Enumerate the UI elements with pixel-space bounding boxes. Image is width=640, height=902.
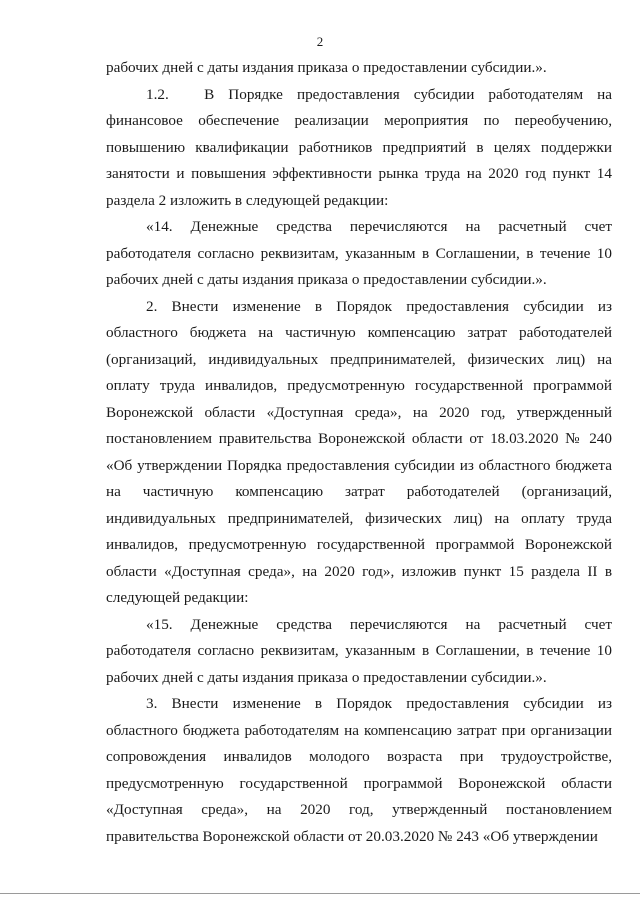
paragraph-1-2-text: В Порядке предоставления субсидии работодателям на финансовое обеспечение реализации мероприятия по переобучению, повышению квалификации работников предприятий в целях поддержки занятости и повышения эффективности рынка труда на 2020 год пункт 14 раздела 2 изложить в следующей редакции:	[106, 85, 612, 209]
paragraph-1-2	[106, 82, 612, 215]
page-number: 2	[316, 34, 324, 49]
document-body	[106, 55, 612, 850]
paragraph-quote-14: «14. Денежные средства перечисляются на расчетный счет работодателя согласно реквизитам, указанным в Соглашении, в течение 10 рабочих дней с даты издания приказа о предоставлении субсидии.».	[106, 218, 612, 288]
paragraph-3: 3. Внести изменение в Порядок предоставления субсидии из областного бюджета работодателям на компенсацию затрат при организации сопровождения инвалидов молодого возраста при трудоустройстве, предусмотренную государственной программой Воронежской области «Доступная среда», на 2020 год, утвержденный постановлением правительства Воронежской области от 20.03.2020 № 243 «Об утверждении	[106, 695, 612, 845]
paragraph-2: 2. Внести изменение в Порядок предоставления субсидии из областного бюджета на частичную компенсацию затрат работодателей (организаций, индивидуальных предпринимателей, физических лиц) на оплату труда инвалидов, предусмотренную государственной программой Воронежской области «Доступная среда», на 2020 год, утвержденный постановлением правительства Воронежской области от 18.03.2020 № 240 «Об утверждении Порядка предоставления субсидии из областного бюджета на частичную компенсацию затрат работодателей (организаций, индивидуальных предпринимателей, физических лиц) на оплату труда инвалидов, предусмотренную государственной программой Воронежской области «Доступная среда», на 2020 год», изложив пункт 15 раздела II в следующей редакции:	[106, 297, 612, 606]
paragraph-quote-15: «15. Денежные средства перечисляются на расчетный счет работодателя согласно реквизитам, указанным в Соглашении, в течение 10 рабочих дней с даты издания приказа о предоставлении субсидии.».	[106, 615, 612, 686]
item-number-1-2: 1.2.	[146, 85, 169, 103]
paragraph-continuation: рабочих дней с даты издания приказа о предоставлении субсидии.».	[106, 59, 547, 76]
bottom-rule	[0, 893, 640, 894]
